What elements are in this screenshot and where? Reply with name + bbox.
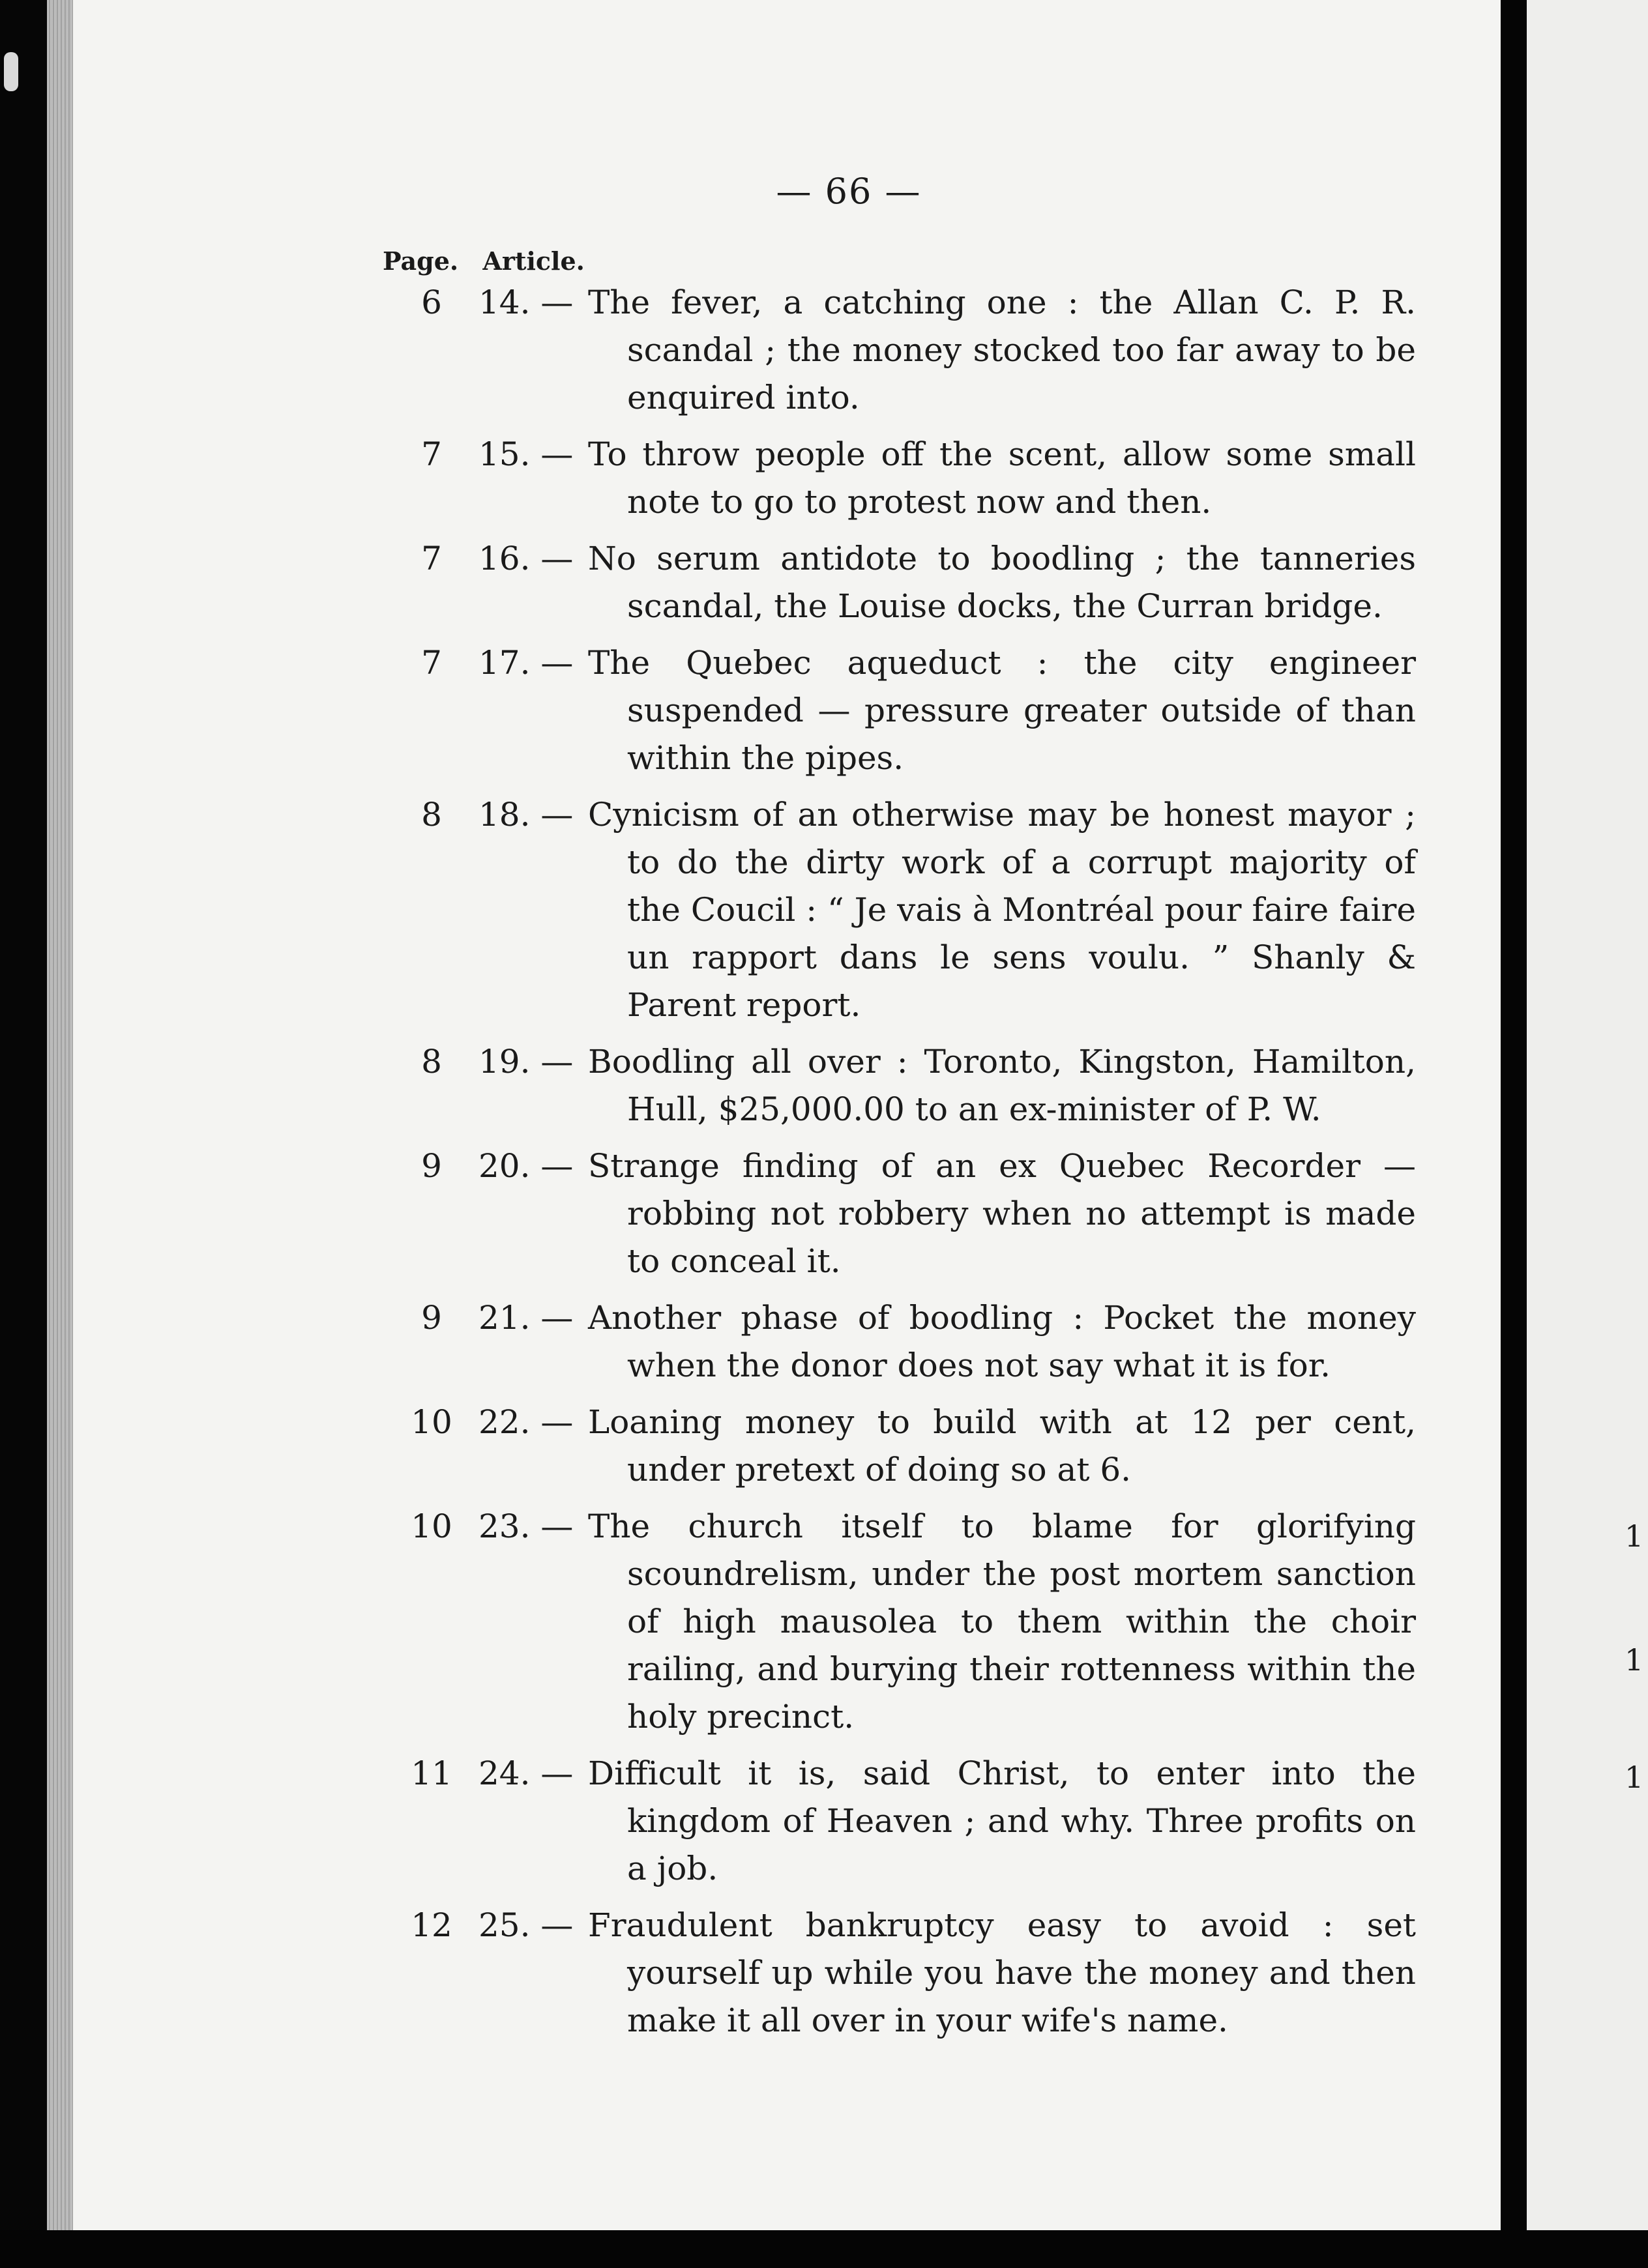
entry-page: 8 <box>421 1043 442 1081</box>
page-stack-edge <box>47 0 73 2230</box>
entry-article: 15. — <box>478 435 574 473</box>
list-item <box>295 791 1455 1029</box>
entry-article: 17. — <box>478 644 574 682</box>
list-item <box>295 279 1455 422</box>
entry-text: To throw people off the scent, allow some small note to go to protest now and then. <box>588 435 1416 521</box>
page-number: — 66 — <box>776 171 922 212</box>
entry-page: 8 <box>421 796 442 834</box>
list-item <box>295 639 1455 782</box>
entry-page: 9 <box>421 1147 442 1185</box>
list-item <box>295 535 1455 630</box>
entry-article: 25. — <box>478 1906 574 1944</box>
entry-page: 12 <box>411 1906 452 1944</box>
entry-page: 11 <box>411 1754 452 1792</box>
entry-article: 21. — <box>478 1299 574 1337</box>
entry-text: The Quebec aqueduct : the city engineer suspended — pressure greater outside of than within the pipes. <box>588 644 1416 777</box>
entry-text: Difficult it is, said Christ, to enter into the kingdom of Heaven ; and why. Three profits on a job. <box>588 1754 1416 1887</box>
entry-text: Strange finding of an ex Quebec Recorder — robbing not robbery when no attempt is made to conceal it. <box>588 1147 1416 1280</box>
entry-page: 9 <box>421 1299 442 1337</box>
book-gutter <box>1501 0 1527 2268</box>
list-item <box>295 1902 1455 2044</box>
entry-page: 7 <box>421 435 442 473</box>
scan-edge-mark <box>4 52 18 91</box>
article-list <box>295 279 1455 2054</box>
entry-article: 22. — <box>478 1403 574 1441</box>
facing-page-glyph: 1 <box>1625 1519 1644 1554</box>
entry-article: 14. — <box>478 284 574 321</box>
facing-page-edge <box>1527 0 1648 2230</box>
entry-page: 6 <box>421 284 442 321</box>
facing-page-glyph: 1 <box>1625 1642 1644 1678</box>
entry-page: 7 <box>421 540 442 577</box>
list-item <box>295 1294 1455 1389</box>
list-item <box>295 1038 1455 1133</box>
entry-text: The fever, a catching one : the Allan C. P. R. scandal ; the money stocked too far away to be enquired into. <box>588 284 1416 416</box>
column-heading-article: Article. <box>482 246 585 276</box>
entry-text: Loaning money to build with at 12 per cent, under pretext of doing so at 6. <box>588 1403 1416 1489</box>
scan-bottom-border <box>0 2230 1648 2268</box>
entry-article: 19. — <box>478 1043 574 1081</box>
entry-page: 10 <box>411 1507 452 1545</box>
entry-text: Boodling all over : Toronto, Kingston, Hamilton, Hull, $25,000.00 to an ex-minister of P. W. <box>588 1043 1416 1128</box>
book-page <box>47 0 1501 2230</box>
list-item <box>295 1750 1455 1893</box>
facing-page-glyph: 1 <box>1625 1760 1644 1795</box>
entry-page: 7 <box>421 644 442 682</box>
list-item <box>295 1503 1455 1741</box>
entry-text: Cynicism of an otherwise may be honest mayor ; to do the dirty work of a corrupt majority of the Coucil : “ Je vais à Montréal pour faire faire un rapport dans le sens voulu. ” Shanly & Parent report. <box>588 796 1416 1024</box>
entry-article: 20. — <box>478 1147 574 1185</box>
list-item <box>295 1399 1455 1494</box>
entry-text: Another phase of boodling : Pocket the money when the donor does not say what it is for. <box>588 1299 1416 1384</box>
entry-article: 18. — <box>478 796 574 834</box>
entry-text: Fraudulent bankruptcy easy to avoid : set yourself up while you have the money and then make it all over in your wife's name. <box>588 1906 1416 2039</box>
entry-article: 16. — <box>478 540 574 577</box>
list-item <box>295 1142 1455 1285</box>
entry-text: No serum antidote to boodling ; the tanneries scandal, the Louise docks, the Curran bridge. <box>588 540 1416 625</box>
scan-left-border <box>0 0 51 2268</box>
entry-article: 24. — <box>478 1754 574 1792</box>
list-item <box>295 431 1455 526</box>
entry-article: 23. — <box>478 1507 574 1545</box>
entry-text: The church itself to blame for glorifying scoundrelism, under the post mortem sanction of high mausolea to them within the choir railing, and burying their rottenness within the holy precinct. <box>588 1507 1416 1736</box>
entry-page: 10 <box>411 1403 452 1441</box>
column-heading-page: Page. <box>383 246 459 276</box>
column-headings <box>383 246 600 276</box>
